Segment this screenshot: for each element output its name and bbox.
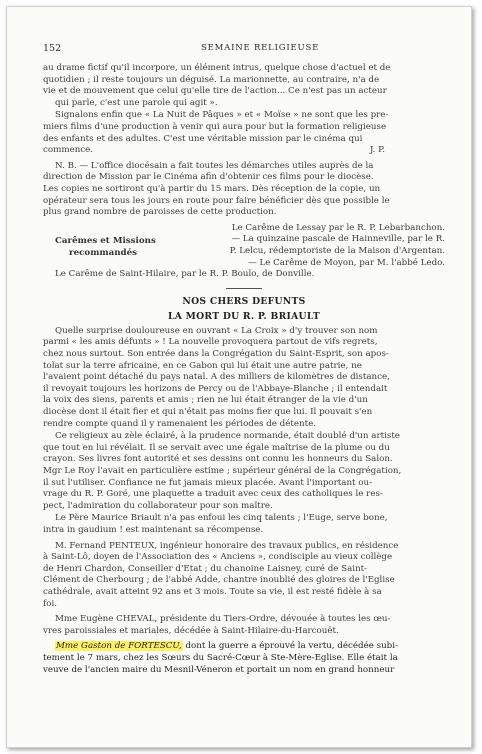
text-line: parmi « les amis défunts » ! La nouvelle provoquera partout de vifs regrets,: [43, 337, 378, 348]
careme-list: [159, 223, 445, 269]
text-line: Mgr Le Roy l'avait en particulière estime ; supérieur général de la Congrégation,: [43, 466, 402, 476]
text-line: vres paroissiales et mariales, décédée à Saint-Hilaire-du-Harcouët.: [43, 625, 339, 636]
careme-last-line: Le Carême de Saint-Hilaire, par le R. P. Boulo, de Donville.: [55, 269, 315, 280]
text-line: M. Fernand PENTEUX, ingénieur honoraire des travaux publics, en résidence: [55, 540, 399, 551]
text-line: il sut l'utiliser. Confiance ne fut jamais mieux placée. Avant l'important ou-: [43, 477, 373, 488]
section-divider: [226, 288, 262, 289]
text-line: chez nous surtout. Son entrée dans la Congrégation du Saint-Esprit, son apos-: [43, 349, 389, 360]
section-title: NOS CHERS DEFUNTS: [182, 295, 306, 307]
text-line: que tout en lui révélait. Il se servait avec une égale maîtrise de la plume ou du: [43, 442, 390, 453]
paragraph-nb: [43, 161, 445, 219]
text-line: des enfants et des adultes. C'est une véritable mission par le cinéma qui: [43, 133, 363, 144]
paragraph-fortescu: [43, 641, 445, 676]
signature: J. P.: [369, 145, 385, 156]
text-line: tement le 7 mars, chez les Sœurs du Sacré-Cœur à Ste-Mère-Eglise. Elle était la: [43, 652, 398, 663]
careme-line: — La quinzaine pascale de Hainneville, par le R.: [231, 234, 445, 245]
paragraph-intro: [43, 63, 445, 109]
text-line: de Henri Chardon, Conseiller d'Etat ; du chanoine Laisney, curé de Saint-: [43, 563, 368, 574]
paragraph-cheval: [43, 614, 445, 637]
careme-block: [43, 223, 445, 269]
page-header: [43, 43, 441, 57]
text-line: l'avaient point détaché du pays natal. A des milliers de kilomètres de distance,: [43, 372, 390, 383]
text-line: rendre compte quand il y ramenaient les périodes de détente.: [43, 418, 317, 429]
text-line: diocèse dont il était fier et qui n'était pas moins fier que lui. Il pouvait s'en: [43, 407, 373, 418]
careme-line: P. Lelcu, rédemptoriste de la Maison d'Argentan.: [229, 245, 445, 256]
text-line: direction de Mission par le Cinéma afin d'obtenir ces films pour le diocèse.: [43, 172, 374, 183]
text-line: commence.: [43, 145, 94, 156]
text-line: Mme Eugène CHEVAL, présidente du Tiers-Ordre, dévouée à toutes les œu-: [55, 614, 391, 625]
page-number: 152: [43, 43, 62, 54]
text-line: Les copies ne sortiront qu'à partir du 15 mars. Dès réception de la copie, un: [43, 183, 381, 194]
text-line: qui parle, c'est une parole qui agit ».: [55, 97, 218, 108]
text-line: au drame fictif qu'il incorpore, un élément intrus, quelque chose d'actuel et de: [43, 63, 391, 73]
paragraph-penteux: [43, 541, 445, 611]
paragraph-surprise: [43, 326, 445, 430]
text-line: Quelle surprise douloureuse en ouvrant « La Croix » d'y trouver son nom: [55, 325, 378, 336]
section-subtitle: LA MORT DU R. P. BRIAULT: [167, 311, 321, 323]
careme-label: Carêmes et Missions recommandés: [55, 235, 156, 258]
text-line: Clément de Cherbourg ; de l'abbé Adde, chantre inoublié des gloires de l'Eglise: [43, 575, 395, 586]
text-line: opérateur sera tous les jours en route pour faire bénéficier dès que possible le: [43, 195, 390, 206]
text-line: la voix des siens, parents et amis ; rien ne lui était étranger de la vie d'un: [43, 395, 368, 406]
document-page: [6, 6, 472, 748]
text-line: veuve de l'ancien maire du Mesnil-Véneron et portait un nom en grand honneur: [43, 664, 395, 675]
paragraph-religieux: [43, 431, 445, 512]
running-title: SEMAINE RELIGIEUSE: [201, 43, 320, 53]
text-line: N. B. — L'office diocésain a fait toutes les démarches utiles auprès de la: [55, 160, 374, 171]
careme-line: — Le Carême de Moyon, par M. l'abbé Ledo.: [248, 257, 445, 268]
text-line: plus grand nombre de paroisses de cette production.: [43, 207, 277, 218]
page-content: [43, 63, 445, 676]
text-line: il revoyait toujours les horizons de Percy ou de l'Abbaye-Blanche ; il entendait: [43, 383, 388, 394]
text-line: pect, l'admiration du collaborateur pour son maître.: [43, 500, 273, 511]
highlighted-name: Mme Gaston de FORTESCU,: [56, 641, 182, 652]
text-line: quotidien ; il reste toujours un déguisé. La marionnette, au contraire, n'a de: [43, 74, 380, 85]
paragraph-talents: [43, 513, 445, 536]
text-line: tolat sur la terre africaine, en ce Gabon qui lui était une autre patrie, ne: [43, 360, 362, 371]
text-line: crayon. Ses livres font autorité et ses dessins ont connu les honneurs du Salon.: [43, 454, 393, 465]
text-line: vrage du R. P. Goré, une plaquette a traduit avec ceux des catholiques le res-: [43, 489, 383, 500]
text-line: foi.: [43, 598, 57, 609]
text-line: dont la guerre a éprouvé la vertu, décédée subi-: [182, 641, 398, 652]
careme-line: Le Carême de Lessay par le R. P. Lebarbanchon.: [231, 222, 445, 233]
paragraph-films: [43, 110, 445, 156]
text-line: à Saint-Lô, doyen de l'Association des « Anciens », condisciple au vieux collège: [43, 552, 393, 563]
text-line: cathédrale, avait atteint 92 ans et 3 mois. Toute sa vie, il est resté fidèle à sa: [43, 586, 382, 597]
text-line: vie et de mouvement que celui qu'elle tire de l'action... Ce n'est pas un acteur: [43, 86, 387, 97]
text-line: intra in gaudium ! est maintenant sa récompense.: [43, 524, 264, 535]
text-line: miers films d'une production à venir qui aura pour but la formation religieuse: [43, 121, 387, 132]
text-line: Le Père Maurice Briault n'a pas enfoui les cinq talents ; l'Euge, serve bone,: [55, 513, 388, 524]
text-line: Ce religieux au zèle éclairé, à la prudence normande, était doublé d'un artiste: [55, 431, 400, 442]
text-line: Signalons enfin que « La Nuit de Pâques » et « Moïse » ne sont que les pre-: [55, 110, 389, 121]
